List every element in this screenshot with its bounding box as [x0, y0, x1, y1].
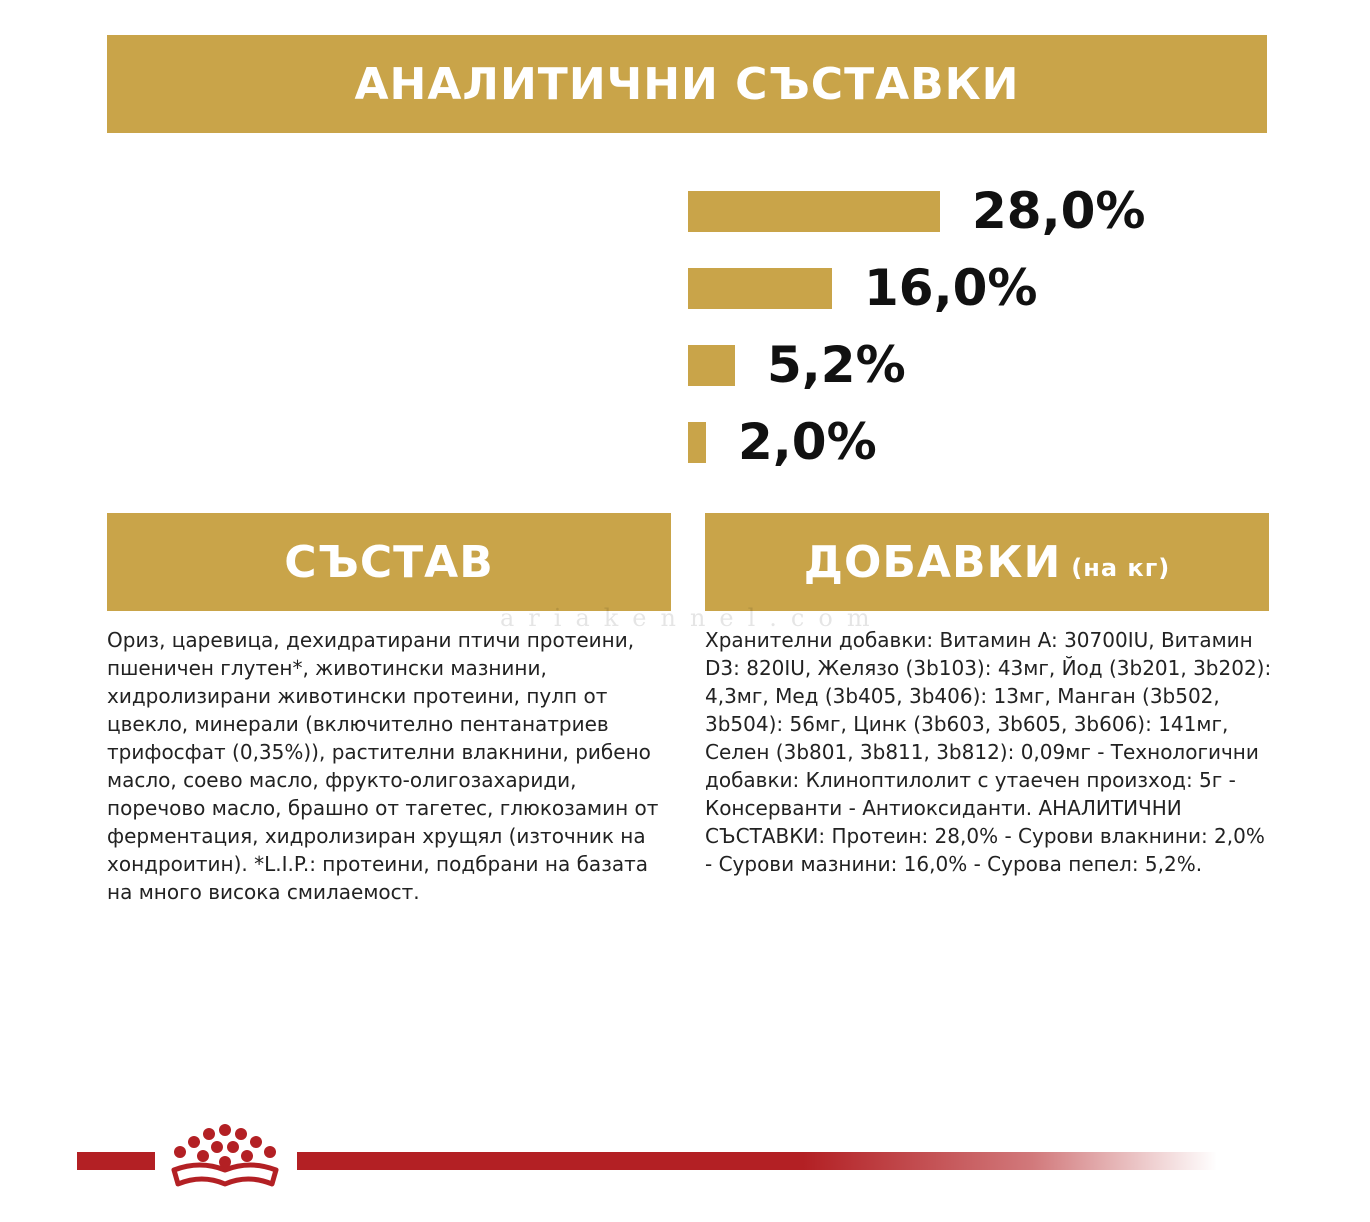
nutrient-bar [688, 268, 832, 309]
composition-text: Ориз, царевица, дехидратирани птичи протеини, пшеничен глутен*, животински мазнини, хидролизирани животински протеини, пулп от цвекло, минерали (включително пентанатриев трифосфат (0,35%)), растителни влакнини, рибено масло, соево масло, фрукто-олигозахариди, поречово масло, брашно от тагетес, глюкозамин от ферментация, хидролизиран хрущял (източник на хондроитин). *L.I.P.: протеини, подбрани на базата на много висока смилаемост. [107, 628, 659, 904]
additives-text: Хранителни добавки: Витамин A: 30700IU, Витамин D3: 820IU, Желязо (3b103): 43мг, Йод (3b201, 3b202): 4,3мг, Мед (3b405, 3b406): 13мг, Манган (3b502, 3b504): 56мг, Цинк (3b603, 3b605, 3b606): 141мг, Селен (3b801, 3b811, 3b812): 0,09мг - Технологични добавки: Клиноптилолит с утаечен произход: 5г - Консерванти - Антиоксиданти. АНАЛИТИЧНИ СЪСТАВКИ: Протеин: 28,0% - Сурови влакнини: 2,0% - Сурови мазнини: 16,0% - Сурова пепел: 5,2%. [705, 628, 1272, 876]
crown-icon [160, 1122, 290, 1192]
nutrient-bar [688, 345, 735, 386]
composition-title: СЪСТАВ [284, 536, 494, 588]
footer-line-left [77, 1152, 155, 1170]
additives-banner [705, 513, 1269, 611]
additives-title-suffix: (на кг) [1071, 554, 1171, 582]
nutrient-bar [688, 191, 940, 232]
nutrient-value: 5,2% [767, 336, 906, 394]
nutrient-value: 28,0% [972, 182, 1146, 240]
nutrient-value: 2,0% [738, 413, 877, 471]
watermark: ariakennel.com [500, 604, 884, 632]
additives-title: ДОБАВКИ [803, 536, 1062, 588]
nutrient-value: 16,0% [864, 259, 1038, 317]
analytical-constituents-title: АНАЛИТИЧНИ СЪСТАВКИ [354, 58, 1020, 110]
composition-banner [107, 513, 671, 611]
nutrient-bar [688, 422, 706, 463]
analytical-constituents-banner [107, 35, 1267, 133]
footer-line-right [297, 1152, 1217, 1170]
